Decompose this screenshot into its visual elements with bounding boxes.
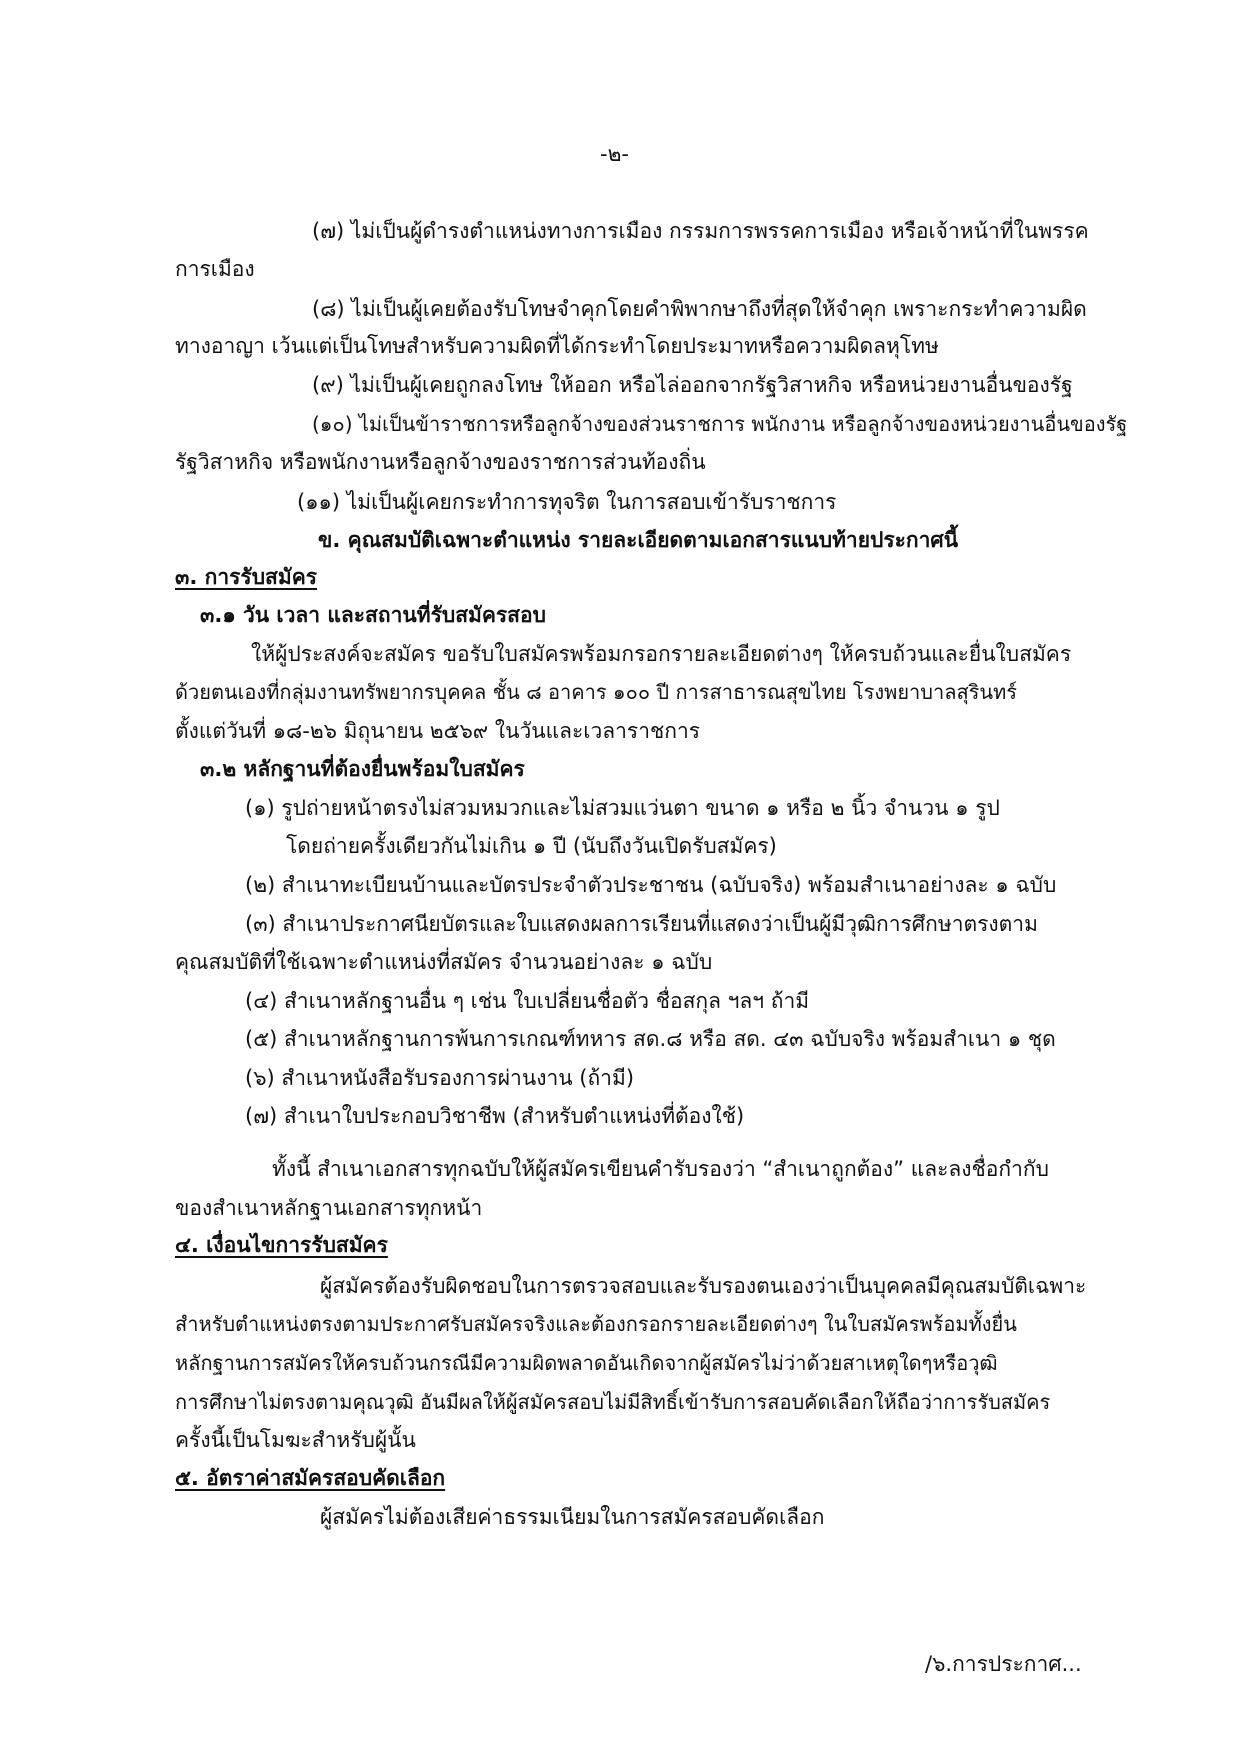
- body-line: รัฐวิสาหกิจ หรือพนักงานหรือลูกจ้างของราชการส่วนท้องถิ่น: [175, 450, 706, 474]
- page-number: -๒-: [600, 142, 629, 166]
- body-line: ทางอาญา เว้นแต่เป็นโทษสำหรับความผิดที่ได้กระทำโดยประมาทหรือความผิดลหุโทษ: [175, 334, 939, 358]
- continuation-marker: /๖.การประกาศ...: [925, 1652, 1082, 1676]
- section-heading: ๕. อัตราค่าสมัครสอบคัดเลือก: [175, 1466, 446, 1490]
- section-heading: ๓. การรับสมัคร: [175, 565, 318, 589]
- body-line: ให้ผู้ประสงค์จะสมัคร ขอรับใบสมัครพร้อมกรอกรายละเอียดต่างๆ ให้ครบถ้วนและยื่นใบสมัคร: [251, 642, 1072, 666]
- body-line: ผู้สมัครต้องรับผิดชอบในการตรวจสอบและรับรองตนเองว่าเป็นบุคคลมีคุณสมบัติเฉพาะ: [320, 1274, 1087, 1298]
- list-item: (๒) สำเนาทะเบียนบ้านและบัตรประจำตัวประชาชน (ฉบับจริง) พร้อมสำเนาอย่างละ ๑ ฉบับ: [245, 873, 1057, 897]
- body-line: ผู้สมัครไม่ต้องเสียค่าธรรมเนียมในการสมัครสอบคัดเลือก: [320, 1505, 825, 1529]
- body-line: ตั้งแต่วันที่ ๑๘-๒๖ มิถุนายน ๒๕๖๙ ในวันและเวลาราชการ: [175, 719, 701, 743]
- body-line: (๑๑) ไม่เป็นผู้เคยกระทำการทุจริต ในการสอบเข้ารับราชการ: [297, 490, 837, 514]
- list-item: (๗) สำเนาใบประกอบวิชาชีพ (สำหรับตำแหน่งที่ต้องใช้): [245, 1104, 745, 1128]
- list-item: (๖) สำเนาหนังสือรับรองการผ่านงาน (ถ้ามี): [245, 1066, 635, 1090]
- body-line: (๙) ไม่เป็นผู้เคยถูกลงโทษ ให้ออก หรือไล่ออกจากรัฐวิสาหกิจ หรือหน่วยงานอื่นของรัฐ: [312, 373, 1073, 397]
- section-subheading: ข. คุณสมบัติเฉพาะตำแหน่ง รายละเอียดตามเอกสารแนบท้ายประกาศนี้: [318, 528, 959, 552]
- body-line: (๗) ไม่เป็นผู้ดำรงตำแหน่งทางการเมือง กรรมการพรรคการเมือง หรือเจ้าหน้าที่ในพรรค: [312, 219, 1089, 243]
- body-line: การเมือง: [175, 257, 255, 281]
- list-item-continuation: โดยถ่ายครั้งเดียวกันไม่เกิน ๑ ปี (นับถึงวันเปิดรับสมัคร): [286, 834, 777, 858]
- list-item-continuation: คุณสมบัติที่ใช้เฉพาะตำแหน่งที่สมัคร จำนวนอย่างละ ๑ ฉบับ: [175, 950, 713, 974]
- body-line: สำหรับตำแหน่งตรงตามประกาศรับสมัครจริงและต้องกรอกรายละเอียดต่างๆ ในใบสมัครพร้อมทั้งยื่น: [175, 1312, 1017, 1336]
- list-item: (๓) สำเนาประกาศนียบัตรและใบแสดงผลการเรียนที่แสดงว่าเป็นผู้มีวุฒิการศึกษาตรงตาม: [245, 912, 1038, 936]
- body-line: ด้วยตนเองที่กลุ่มงานทรัพยากรบุคคล ชั้น ๘ อาคาร ๑๐๐ ปี การสาธารณสุขไทย โรงพยาบาลสุรินทร์: [175, 680, 1018, 704]
- list-item: (๕) สำเนาหลักฐานการพ้นการเกณฑ์ทหาร สด.๘ หรือ สด. ๔๓ ฉบับจริง พร้อมสำเนา ๑ ชุด: [245, 1027, 1056, 1051]
- body-line: (๑๐) ไม่เป็นข้าราชการหรือลูกจ้างของส่วนราชการ พนักงาน หรือลูกจ้างของหน่วยงานอื่นของรัฐ: [312, 412, 1128, 436]
- body-line: ครั้งนี้เป็นโมฆะสำหรับผู้นั้น: [175, 1428, 416, 1452]
- list-item: (๔) สำเนาหลักฐานอื่น ๆ เช่น ใบเปลี่ยนชื่อตัว ชื่อสกุล ฯลฯ ถ้ามี: [245, 989, 810, 1013]
- body-line: ทั้งนี้ สำเนาเอกสารทุกฉบับให้ผู้สมัครเขียนคำรับรองว่า “สำเนาถูกต้อง” และลงชื่อกำกับ: [272, 1157, 1049, 1181]
- body-line: ของสำเนาหลักฐานเอกสารทุกหน้า: [175, 1196, 483, 1220]
- subsection-heading: ๓.๒ หลักฐานที่ต้องยื่นพร้อมใบสมัคร: [200, 757, 525, 781]
- body-line: (๘) ไม่เป็นผู้เคยต้องรับโทษจำคุกโดยคำพิพากษาถึงที่สุดให้จำคุก เพราะกระทำความผิด: [312, 297, 1087, 321]
- section-heading: ๔. เงื่อนไขการรับสมัคร: [175, 1233, 388, 1257]
- body-line: หลักฐานการสมัครให้ครบถ้วนกรณีมีความผิดพลาดอันเกิดจากผู้สมัครไม่ว่าด้วยสาเหตุใดๆหรือวุฒิ: [175, 1351, 998, 1375]
- list-item: (๑) รูปถ่ายหน้าตรงไม่สวมหมวกและไม่สวมแว่นตา ขนาด ๑ หรือ ๒ นิ้ว จำนวน ๑ รูป: [245, 796, 1000, 820]
- body-line: การศึกษาไม่ตรงตามคุณวุฒิ อันมีผลให้ผู้สมัครสอบไม่มีสิทธิ์เข้ารับการสอบคัดเลือกให้ถือว่าการรับสมัคร: [175, 1390, 1051, 1414]
- subsection-heading: ๓.๑ วัน เวลา และสถานที่รับสมัครสอบ: [200, 603, 546, 627]
